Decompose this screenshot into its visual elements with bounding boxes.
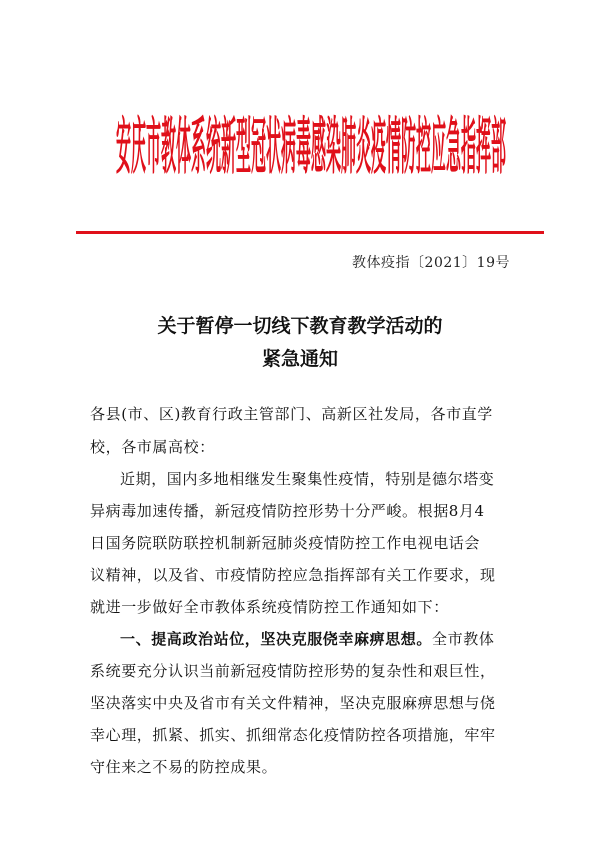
paragraph-1-line-4: 议精神，以及省、市疫情防控应急指挥部有关工作要求，现 (90, 566, 496, 584)
paragraph-1-line-3: 日国务院联防联控机制新冠肺炎疫情防控工作电视电话会 (90, 534, 481, 552)
salutation-line-2: 校，各市属高校： (90, 438, 215, 456)
section-1-heading: 一、提高政治站位，坚决克服侥幸麻痹思想。 (120, 630, 433, 648)
document-title-line-1: 关于暂停一切线下教育教学活动的 (157, 315, 443, 337)
document-title-line-2: 紧急通知 (261, 348, 338, 370)
red-divider-rule (76, 231, 544, 234)
paragraph-1-line-1: 近期，国内多地相继发生聚集性疫情，特别是德尔塔变 (120, 470, 495, 488)
document-number: 教体疫指〔2021〕19号 (352, 255, 510, 271)
section-1-line-4: 幸心理，抓紧、抓实、抓细常态化疫情防控各项措施，牢牢 (90, 726, 496, 744)
section-1-line-1-rest: 全市教体 (432, 630, 495, 648)
section-1-line-3: 坚决落实中央及省市有关文件精神，坚决克服麻痹思想与侥 (90, 694, 496, 712)
issuer-red-header (78, 106, 544, 192)
section-1-line-2: 系统要充分认识当前新冠疫情防控形势的复杂性和艰巨性， (90, 662, 496, 680)
section-1-line-5: 守住来之不易的防控成果。 (90, 758, 278, 776)
paragraph-1-line-5: 就进一步做好全市教体系统疫情防控工作通知如下： (90, 598, 449, 616)
issuer-name: 安庆市教体系统新型冠状病毒感染肺炎疫情防控应急指挥部 (116, 112, 506, 184)
salutation-line-1: 各县(市、区)教育行政主管部门、高新区社发局，各市直学 (90, 405, 493, 423)
section-1-line-1 (120, 625, 510, 654)
paragraph-1-line-2: 异病毒加速传播，新冠疫情防控形势十分严峻。根据8月4 (90, 502, 485, 520)
